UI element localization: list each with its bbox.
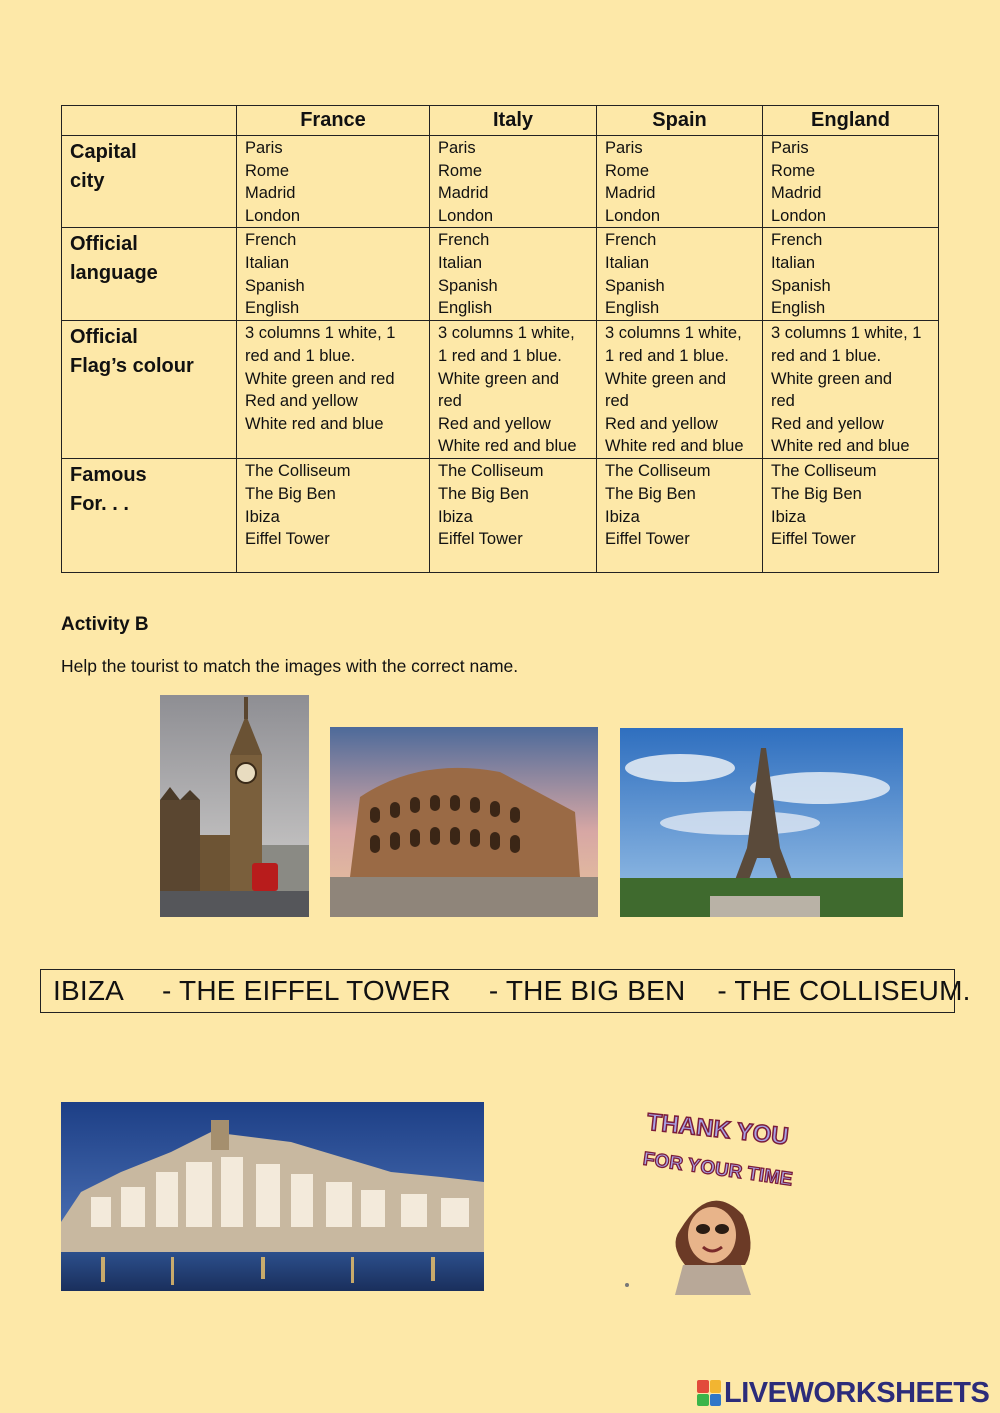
row-heading-line: Famous — [70, 464, 147, 487]
row-heading-line: Capital — [70, 141, 137, 163]
option[interactable]: Paris — [771, 139, 809, 157]
option[interactable]: French — [605, 231, 657, 250]
option[interactable]: 3 columns 1 white, 1 — [771, 324, 922, 343]
option[interactable]: French — [771, 231, 823, 250]
table-header-row — [62, 106, 939, 136]
option[interactable]: The Big Ben — [771, 484, 862, 503]
option[interactable]: Paris — [438, 139, 476, 157]
option[interactable]: Eiffel Tower — [245, 530, 330, 549]
big-ben-illustration — [160, 695, 309, 917]
option[interactable]: London — [605, 206, 661, 225]
big-ben-photo[interactable] — [160, 695, 309, 917]
option[interactable]: red — [605, 392, 629, 411]
options-cell[interactable] — [763, 136, 939, 228]
option[interactable]: White red and blue — [438, 437, 577, 456]
row-heading-line: For. . . — [70, 493, 129, 516]
option[interactable]: Red and yellow — [605, 414, 718, 433]
option[interactable]: French — [438, 231, 490, 250]
option[interactable]: 1 red and 1 blue. — [438, 346, 562, 365]
options-cell[interactable] — [597, 136, 763, 228]
option[interactable]: Eiffel Tower — [438, 530, 523, 549]
option[interactable]: Madrid — [771, 184, 822, 203]
option[interactable]: White green and — [605, 369, 727, 388]
option[interactable]: The Colliseum — [245, 462, 351, 481]
option[interactable]: The Big Ben — [245, 484, 336, 503]
row-heading — [62, 228, 237, 321]
ibiza-photo[interactable] — [61, 1102, 484, 1291]
option[interactable]: Rome — [771, 161, 816, 180]
option[interactable]: Italian — [605, 253, 650, 272]
option[interactable]: Spanish — [438, 276, 498, 295]
option[interactable]: The Big Ben — [605, 484, 696, 503]
option[interactable]: Red and yellow — [438, 414, 551, 433]
row-heading-line: Flag’s colour — [70, 355, 194, 378]
option[interactable]: Madrid — [245, 184, 296, 203]
options-cell[interactable] — [430, 321, 597, 459]
option[interactable]: red and 1 blue. — [245, 346, 356, 365]
option[interactable]: French — [245, 231, 297, 250]
row-heading — [62, 459, 237, 573]
option[interactable]: Ibiza — [245, 507, 280, 526]
thank-you-sticker — [625, 1105, 810, 1295]
option[interactable]: Ibiza — [438, 507, 473, 526]
row-heading-line: language — [70, 262, 158, 285]
logo-mark-icon — [697, 1380, 721, 1406]
option[interactable]: Eiffel Tower — [605, 530, 690, 549]
thank-you-illustration — [625, 1105, 810, 1295]
option[interactable]: White green and — [438, 369, 560, 388]
eiffel-tower-illustration — [620, 728, 903, 917]
table-row-flag — [62, 321, 939, 459]
options-cell[interactable] — [763, 459, 939, 573]
options-cell[interactable] — [237, 136, 430, 228]
option[interactable]: White green and — [771, 369, 893, 388]
option[interactable]: The Colliseum — [438, 462, 544, 481]
option[interactable]: Spanish — [771, 276, 831, 295]
row-heading-line: Official — [70, 326, 138, 349]
ibiza-illustration — [61, 1102, 484, 1291]
option[interactable]: London — [771, 206, 827, 225]
option[interactable]: red and 1 blue. — [771, 346, 882, 365]
options-cell[interactable] — [430, 228, 597, 321]
sticker-line-1: THANK YOU — [645, 1108, 790, 1151]
option[interactable]: Red and yellow — [771, 414, 884, 433]
options-cell[interactable] — [763, 228, 939, 321]
option[interactable]: 3 columns 1 white, — [605, 324, 742, 343]
liveworksheets-logo[interactable] — [697, 1378, 989, 1408]
option[interactable]: Spanish — [605, 276, 665, 295]
header-france: France — [237, 106, 430, 136]
option[interactable]: Italian — [245, 253, 290, 272]
word-bank — [40, 969, 971, 1013]
options-cell[interactable] — [237, 228, 430, 321]
option[interactable]: Ibiza — [605, 507, 640, 526]
word-option[interactable]: - THE EIFFEL TOWER — [162, 975, 451, 1006]
option[interactable]: Madrid — [438, 184, 489, 203]
colosseum-photo[interactable] — [330, 727, 598, 917]
option[interactable]: Red and yellow — [245, 392, 358, 411]
table-row-famous — [62, 459, 939, 573]
table-row-capital — [62, 136, 939, 228]
option[interactable]: The Big Ben — [438, 484, 529, 503]
option[interactable]: Italian — [438, 253, 483, 272]
option[interactable]: White red and blue — [605, 437, 744, 456]
countries-table — [61, 105, 939, 573]
activity-title: Activity B — [61, 614, 149, 635]
option[interactable]: Ibiza — [771, 507, 806, 526]
option[interactable]: 1 red and 1 blue. — [605, 346, 729, 365]
option[interactable]: 3 columns 1 white, — [438, 324, 575, 343]
options-cell[interactable] — [597, 228, 763, 321]
options-cell[interactable] — [597, 459, 763, 573]
option[interactable]: Paris — [605, 139, 643, 157]
row-heading — [62, 321, 237, 459]
colosseum-illustration — [330, 727, 598, 917]
word-option[interactable]: - THE COLLISEUM. — [717, 975, 971, 1006]
option[interactable]: red — [438, 392, 462, 411]
word-option[interactable]: IBIZA — [53, 975, 125, 1006]
option[interactable]: Rome — [605, 161, 650, 180]
option[interactable]: Eiffel Tower — [771, 530, 856, 549]
option[interactable]: Paris — [245, 139, 283, 157]
options-cell[interactable] — [237, 321, 430, 459]
header-italy: Italy — [430, 106, 597, 136]
row-heading-line: city — [70, 170, 105, 192]
option[interactable]: The Colliseum — [771, 462, 877, 481]
option[interactable]: The Colliseum — [605, 462, 711, 481]
row-heading-line: Official — [70, 233, 138, 256]
option[interactable]: English — [605, 299, 660, 318]
option[interactable]: red — [771, 392, 795, 411]
option[interactable]: London — [245, 206, 301, 225]
options-cell[interactable] — [597, 321, 763, 459]
option[interactable]: White red and blue — [245, 414, 384, 433]
options-cell[interactable] — [237, 459, 430, 573]
options-cell[interactable] — [763, 321, 939, 459]
word-option[interactable]: - THE BIG BEN — [488, 975, 686, 1006]
option[interactable]: London — [438, 206, 494, 225]
options-cell[interactable] — [430, 136, 597, 228]
option[interactable]: White red and blue — [771, 437, 910, 456]
options-cell[interactable] — [430, 459, 597, 573]
row-heading — [62, 136, 237, 228]
eiffel-tower-photo[interactable] — [620, 728, 903, 917]
option[interactable]: Rome — [245, 161, 290, 180]
logo-text: LIVEWORKSHEETS — [724, 1376, 990, 1409]
option[interactable]: English — [245, 299, 300, 318]
activity-instruction: Help the tourist to match the images with the correct name. — [61, 656, 519, 676]
option[interactable]: Madrid — [605, 184, 656, 203]
option[interactable]: Rome — [438, 161, 483, 180]
sticker-line-2: FOR YOUR TIME — [641, 1148, 794, 1191]
option[interactable]: White green and red — [245, 369, 395, 388]
option[interactable]: English — [438, 299, 493, 318]
header-spain: Spain — [597, 106, 763, 136]
option[interactable]: Spanish — [245, 276, 305, 295]
option[interactable]: Italian — [771, 253, 816, 272]
header-england: England — [763, 106, 939, 136]
header-corner — [62, 106, 237, 136]
option[interactable]: 3 columns 1 white, 1 — [245, 324, 396, 343]
table-row-language — [62, 228, 939, 321]
option[interactable]: English — [771, 299, 826, 318]
